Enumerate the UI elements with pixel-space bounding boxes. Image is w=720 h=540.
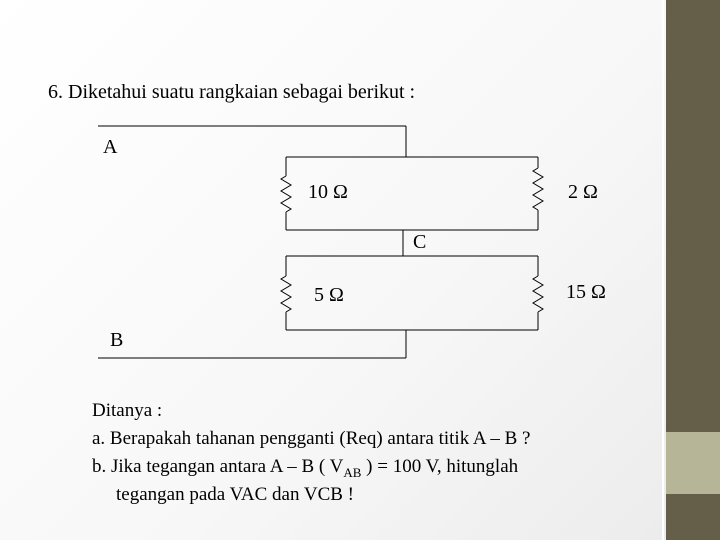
prompt-question-a: a. Berapakah tahanan pengganti (Req) antara titik A – B ?	[92, 428, 531, 449]
prompt-question-b-line2: tegangan pada VAC dan VCB !	[116, 484, 355, 505]
resistor-5-ohm	[281, 276, 291, 312]
resistor-10-ohm-label: 10 Ω	[308, 181, 348, 203]
prompt-heading: Ditanya :	[92, 400, 163, 421]
resistor-15-ohm-label: 15 Ω	[566, 281, 606, 303]
question-text: 6. Diketahui suatu rangkaian sebagai berikut :	[48, 81, 416, 103]
node-c-label: C	[413, 231, 427, 253]
prompt-b-before: b. Jika tegangan antara A – B ( V	[92, 456, 344, 477]
resistor-2-ohm	[533, 168, 543, 210]
resistor-5-ohm-label: 5 Ω	[314, 284, 344, 306]
side-accent-block	[666, 432, 720, 494]
resistor-2-ohm-label: 2 Ω	[568, 181, 598, 203]
prompt-b-subscript: AB	[343, 464, 362, 480]
node-b-label: B	[110, 329, 124, 351]
resistor-10-ohm	[281, 176, 291, 212]
node-a-label: A	[103, 136, 118, 158]
resistor-15-ohm	[533, 276, 543, 312]
prompt-b-after: ) = 100 V, hitunglah	[361, 456, 519, 477]
